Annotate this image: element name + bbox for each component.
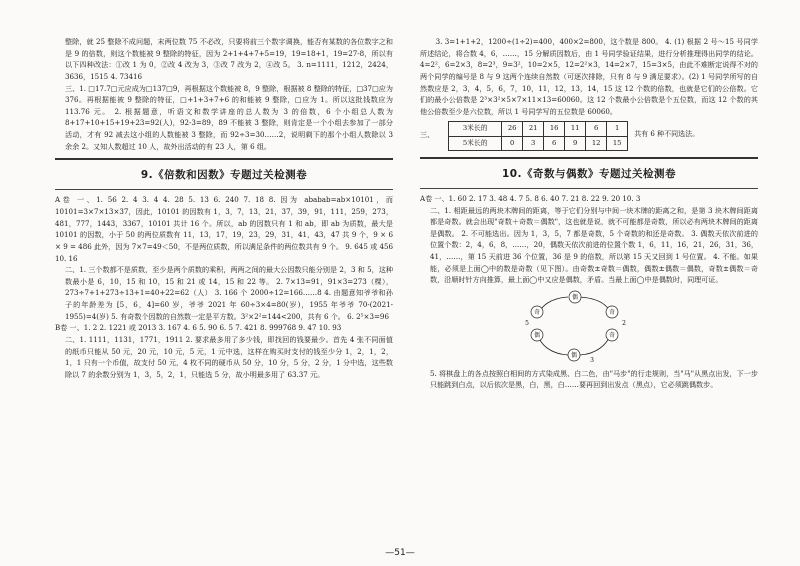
table-cell: 12 — [586, 136, 607, 150]
diagram-node-label: 偶 — [570, 351, 578, 359]
table-cell: 11 — [565, 122, 586, 136]
table-cell: 6 — [586, 122, 607, 136]
section-9-rule-top — [55, 158, 393, 160]
table-cell: 26 — [502, 122, 523, 136]
table-tag: 三、 — [420, 130, 435, 140]
table-header-cell: 3米长的 — [449, 122, 502, 136]
section-10-rule-top — [420, 157, 758, 159]
section-10-a-part-3: 5. 将棋盘上的各点按照白相间的方式染成黑、白二色，由"马步"的行走规则，当"马"从黑点出发，下一步只能跳到白点，以后依次是黑，白，黑，白……要再回到出发点（黑点），它必须跳偶数步。 — [430, 368, 758, 390]
section-9-a-part-1: A卷 一、1. 56 2. 4 3. 4 4. 28 5. 13 6. 240 7. 18 8. 因为 ababab=ab×10101，而 10101=3×7×13×37，因此，10101 的因数有 1，3，7，13，21，37，39，91，111，259，273，481，777，1443，3367，10101 共计 16 个。所以，ab 的因数只有 1 和 ab，即 ab 为质数，最大是 10101 的因数，小于 50 的两位质数有 11，13，17，19，23，29，31，41，43，47 共 9 个，9 × 6 × 9 = 486 此外，因为 7×7=49＜50，不是两位质数，所以满足条件的两位数共有 9 个。 9. 645 或 456 10. 16 — [55, 195, 393, 263]
combo-table-block — [420, 119, 758, 150]
combo-table — [448, 121, 628, 150]
table-cell: 15 — [607, 136, 628, 150]
diagram-node-label: 偶 — [571, 293, 579, 301]
diagram-node-label: 偶 — [533, 331, 541, 339]
section-9-a-part-2: 二、1. 三个数都不是质数，至少是两个质数的乘积，两两之间的最大公因数只能分别是 2，3 和 5，这种数最小是 6，10，15 和 10，15 和 21 或 14，15 和 22 等。 2. 7×13=91，91×3=273（棵），273÷7+1+273÷13+1=40+22=62（人） 3. 166 个 2000÷12=166……8 4. 由题意知爷爷和孙子的年龄差为 [5，6，4]=60 岁，爷爷 2021 年 60÷3×4=80(岁)，1955 年爷爷 70-(2021-1955)=4(岁) 5. 有奇数个因数的自然数一定是平方数。3²×2²=144<200，共有 6 个。 6. 2⁵×3=96 — [65, 265, 393, 321]
table-header-cell: 5米长的 — [449, 136, 502, 150]
table-cell: 21 — [523, 122, 544, 136]
page-number: —51— — [385, 548, 415, 558]
section-9-title: 9.《倍数和因数》专题过关检测卷 — [140, 169, 308, 182]
table-cell: 1 — [607, 122, 628, 136]
diagram-number: 5 — [525, 319, 529, 327]
section-10-title: 10.《奇数与偶数》专题过关检测卷 — [501, 167, 677, 180]
diagram-number: 2 — [622, 319, 626, 327]
section-10-rule-bottom — [420, 188, 758, 189]
diagram-number: 3 — [590, 356, 594, 364]
table-cell: 16 — [544, 122, 565, 136]
left-top-para-2: 三、1. □17.7□元应成为□137□9，再根据这个数能被 8，9 整除，根据被 8 整除的特征，□37□应为 376。再根据能被 9 整除的特征，□+1+3+7+6 的和能被 9 整除，□应为 1。所以这批钱数应为 113.76 元。 2. 根据题意，听语文和数学讲座的总人数为 3 的倍数，6 个小组总人数为 8+17+10+15+19+23=92(人)，92-3=89，89 不能被 3 整除，则肯定是一个小组去参加了一部分活动，才有 92 减去这小组的人数能被 3 整除，而 92÷3=30……2，说明剩下的那个小组人数除以 3 余余 2。又知人数超过 10 人，故外出活动的有 23 人，第 6 组。 — [65, 83, 393, 151]
section-10-a-part-1: A卷 一、1. 60 2. 17 3. 48 4. 7 5. 8 6. 40 7. 21 8. 22 9. 20 10. 3 — [420, 193, 641, 203]
section-9-b-part-1: B卷 一、1. 2 2. 1221 或 2013 3. 167 4. 6 5. 90 6. 5 7. 421 8. 999768 9. 47 10. 93 — [55, 323, 342, 333]
right-top-para: 3. 3=1+1+2，1200÷(1÷2)=400，400×2=800，这个数是 800。 4. (1) 根据 2 号～15 号同学所述结论，将合数 4，6，……，15 分解质因数后，由 1 号同学验证结果，进行分析推理得出同学的结论。4=2²，6=2×3，8=2³，9=3²，10=2×5，12=2²×3，14=2×7，15=3×5，由此不难断定说得不对的两个同学的编号是 8 与 9 这两个连续自然数（可逐次排除，只有 8 与 9 满足要求）。(2) 1 号同学所写的自然数应是 2，3，4，5，6，7，10，11，12，13，14，15 这 12 个数的倍数，也就是它们的公倍数。它们的最小公倍数是 2³×3²×5×7×11×13=60060。这 12 个数最小公倍数是个五位数，而这 12 个数的其他公倍数至少是六位数，所以 1 号同学写的五位数是 60060。 — [420, 37, 758, 116]
section-9-b-part-2: 二、1. 1111，1131，1771，1911 2. 要求最多用了多少钱，即找回的钱要最少。首先 4 张不同面值的纸币只能从 50 元，20 元，10 元，5 元，1 元中选，这样在购买时支付的钱至少分 1，2，1，2，1，1 只有一个币值，故支付 50 元，4 枚不同的硬币从 50 分，10 分，5 分，2 分，1 分中选，这些数除以 7 的余数分别为 1，3，5，2，1，只能选 5 分，故小明最多用了 63.37 元。 — [65, 334, 393, 379]
left-column — [55, 36, 393, 380]
table-cell: 0 — [502, 136, 523, 150]
left-top-para-1: 整除，就 25 整除不成问题，末两位数 75 不必改，只要将前三个数字调换，能否有某数的各位数字之和是 9 的倍数，则这个数能被 9 整除的特征，因为 2+1+4+7+5=19，19=18+1，19=27-8，所以有以下四种改法：①改 1 为 0，②改 4 改为 3，③改 7 改为 2，④改 5。 3. n=1111，1212，2424，3636，1515 4. 73416 — [65, 37, 393, 81]
diagram-node-label: 奇 — [608, 331, 616, 339]
table-row — [449, 122, 628, 136]
diagram-node-label: 奇 — [533, 308, 541, 316]
section-9-rule-bottom — [55, 189, 393, 190]
diagram-node-label: 奇 — [608, 308, 616, 316]
table-cell: 6 — [544, 136, 565, 150]
table-cell: 9 — [565, 136, 586, 150]
table-cell: 3 — [523, 136, 544, 150]
section-10-a-part-2: 二、1. 相距最远的两块木牌间的距离，等于它们分别与中间一块木牌的距离之和，是第 3 块木牌间距离都是奇数。就会出现"奇数＋奇数＝偶数"，这也就是说，就不可能都是奇数，所以必有两块木牌间的距离是偶数。 2. 不可能选出。因为 1，3，5，7 都是奇数，5 个奇数的和还是奇数。 3. 偶数天依次前进的位置个数：2，4，6，8，……，20，偶数天依次前进的位置个数 1，6，11，16，21，26，31，36，41，……，第 15 天前进 36 个位置，36 是 9 的倍数，所以第 15 天又回到 1 号位置。 4. 不能。如果能，必须是上面◯中的数是奇数（见下图）。由奇数±奇数＝偶数，偶数±偶数＝偶数，奇数±偶数＝奇数，沿顺时针方向推算，最上面◯中又应是偶数，矛盾。当最上面◯中是偶数时，同理可证。 — [430, 205, 758, 285]
odd-even-cycle-diagram — [500, 288, 650, 364]
table-note: 共有 6 种不同选法。 — [634, 130, 700, 139]
right-column — [420, 36, 758, 391]
table-row — [449, 136, 628, 150]
